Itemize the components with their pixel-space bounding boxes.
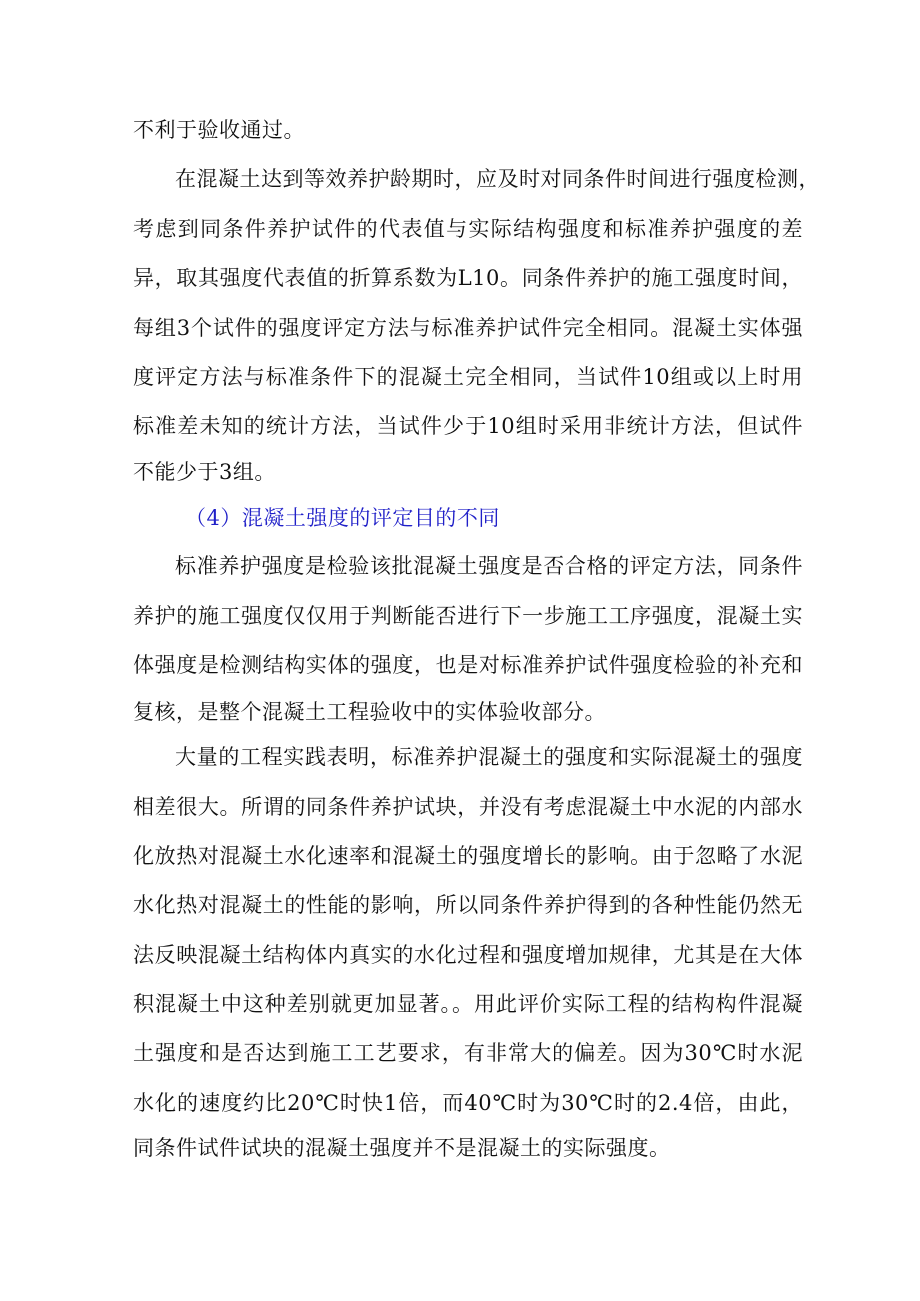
paragraph-line: 水化热对混凝土的性能的影响，所以同条件养护得到的各种性能仍然无 bbox=[133, 893, 803, 917]
paragraph-line: 养护的施工强度仅仅用于判断能否进行下一步施工工序强度，混凝土实 bbox=[133, 604, 803, 628]
paragraph-line: 法反映混凝土结构体内真实的水化过程和强度增加规律，尤其是在大体 bbox=[133, 943, 803, 967]
paragraph-line: 标准养护强度是检验该批混凝土强度是否合格的评定方法，同条件 bbox=[175, 554, 803, 578]
paragraph-line: 相差很大。所谓的同条件养护试块，并没有考虑混凝土中水泥的内部水 bbox=[133, 795, 803, 819]
paragraph-line: 水化的速度约比20℃时快1倍，而40℃时为30℃时的2.4倍，由此， bbox=[133, 1091, 803, 1115]
paragraph-line: 度评定方法与标准条件下的混凝土完全相同，当试件10组或以上时用 bbox=[133, 365, 803, 389]
paragraph-line: 大量的工程实践表明，标准养护混凝土的强度和实际混凝土的强度 bbox=[175, 745, 803, 769]
paragraph-line: 同条件试件试块的混凝土强度并不是混凝土的实际强度。 bbox=[133, 1136, 671, 1160]
paragraph-line: 体强度是检测结构实体的强度，也是对标准养护试件强度检验的补充和 bbox=[133, 653, 803, 677]
paragraph-line: 积混凝土中这种差别就更加显著。。用此评价实际工程的结构构件混凝 bbox=[133, 992, 803, 1016]
section-heading: （4）混凝土强度的评定目的不同 bbox=[185, 506, 500, 530]
paragraph-line: 标准差未知的统计方法，当试件少于10组时采用非统计方法，但试件 bbox=[133, 414, 803, 438]
paragraph-line: 土强度和是否达到施工工艺要求，有非常大的偏差。因为30℃时水泥 bbox=[133, 1041, 803, 1065]
paragraph-line: 不能少于3组。 bbox=[133, 460, 276, 484]
paragraph-line: 化放热对混凝土水化速率和混凝土的强度增长的影响。由于忽略了水泥 bbox=[133, 844, 803, 868]
paragraph-line: 在混凝土达到等效养护龄期时，应及时对同条件时间进行强度检测， bbox=[175, 167, 820, 191]
paragraph-line: 异，取其强度代表值的折算系数为L10。同条件养护的施工强度时间， bbox=[133, 266, 803, 290]
paragraph-line: 考虑到同条件养护试件的代表值与实际结构强度和标准养护强度的差 bbox=[133, 217, 803, 241]
paragraph-line: 每组3个试件的强度评定方法与标准养护试件完全相同。混凝土实体强 bbox=[133, 316, 803, 340]
paragraph-line: 不利于验收通过。 bbox=[133, 118, 305, 142]
paragraph-line: 复核，是整个混凝土工程验收中的实体验收部分。 bbox=[133, 700, 606, 724]
